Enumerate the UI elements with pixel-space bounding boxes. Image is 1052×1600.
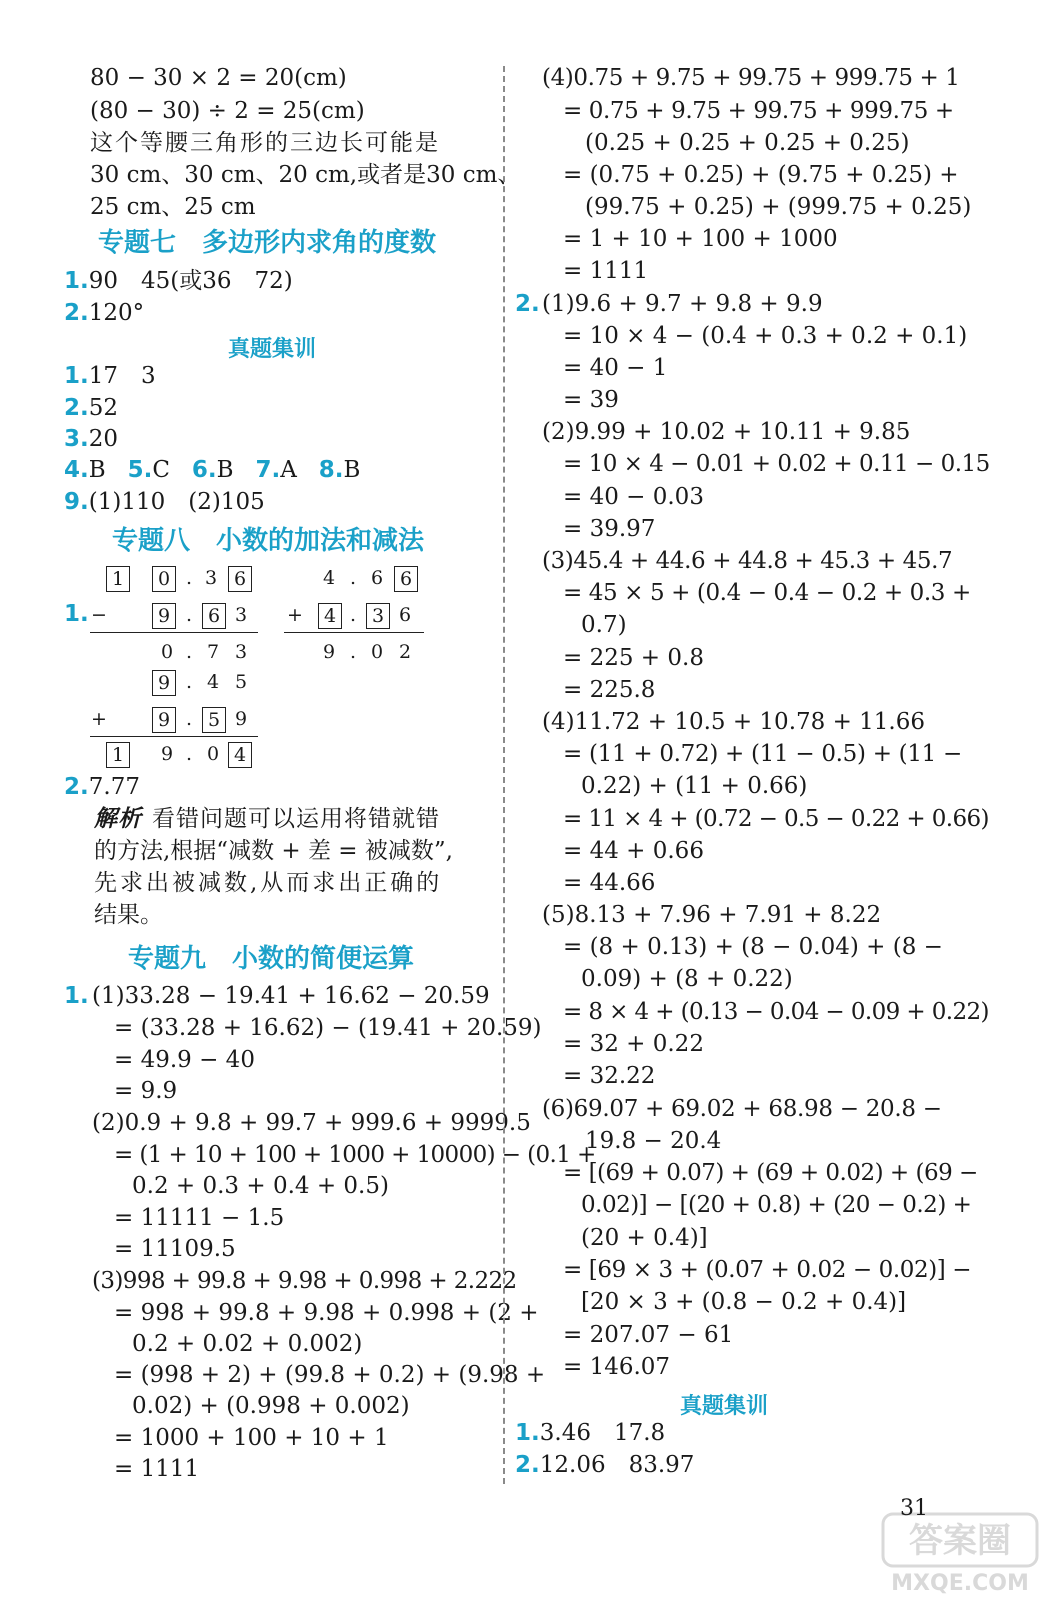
digit: .: [185, 567, 193, 589]
calc-line: = 225 + 0.8: [563, 645, 704, 671]
digit: 9: [322, 641, 336, 663]
calc-line: = (998 + 2) + (99.8 + 0.2) + (9.98 +: [114, 1362, 546, 1388]
calc-line: (4)0.75 + 9.75 + 99.75 + 999.75 + 1: [542, 65, 960, 91]
calc-line: = 40 − 1: [563, 355, 668, 381]
calc-line: (2)9.99 + 10.02 + 10.11 + 9.85: [542, 419, 911, 445]
digit: .: [349, 604, 357, 626]
digit-box: 0: [152, 566, 176, 592]
digit: 3: [234, 604, 248, 626]
calc-line: = 32 + 0.22: [563, 1031, 704, 1057]
calc-line: = (11 + 0.72) + (11 − 0.5) + (11 −: [563, 741, 962, 767]
calc-line: = [(69 + 0.07) + (69 + 0.02) + (69 −: [563, 1160, 978, 1186]
calc-line: = 44 + 0.66: [563, 838, 704, 864]
calc-line: (4)11.72 + 10.5 + 10.78 + 11.66: [542, 709, 926, 735]
analysis-line: 解析 看错问题可以运用将错就错: [94, 805, 440, 832]
answer-item: 1.3.46 17.8: [515, 1420, 666, 1446]
calc-line: 0.7): [581, 612, 627, 638]
calc-line: 0.02)] − [(20 + 0.8) + (20 − 0.2) +: [581, 1192, 972, 1218]
digit: 0: [160, 641, 174, 663]
digit: 6: [398, 604, 412, 626]
calc-line: (20 + 0.4)]: [581, 1225, 708, 1251]
digit-box: 9: [152, 603, 176, 629]
digit: 4: [206, 671, 220, 693]
practice-heading: 真题集训: [228, 337, 317, 362]
text-line: 30 cm、30 cm、20 cm,或者是30 cm、: [90, 162, 521, 188]
calc-line: 0.2 + 0.02 + 0.002): [132, 1331, 363, 1357]
digit: .: [185, 671, 193, 693]
calc-line: (99.75 + 0.25) + (999.75 + 0.25): [585, 194, 972, 220]
calc-line: = 207.07 − 61: [563, 1322, 734, 1348]
answer-item: 1.90 45(或36 72): [64, 268, 293, 294]
calc-line: 0.09) + (8 + 0.22): [581, 966, 793, 992]
calc-line: 0.2 + 0.3 + 0.4 + 0.5): [132, 1173, 389, 1199]
digit: .: [349, 641, 357, 663]
calc-line: = (33.28 + 16.62) − (19.41 + 20.59): [114, 1015, 542, 1041]
digit: 7: [206, 641, 220, 663]
calc-line: = 10 × 4 − 0.01 + 0.02 + 0.11 − 0.15: [563, 451, 990, 477]
question-number: 1.: [64, 601, 89, 627]
calc-line: = 44.66: [563, 870, 656, 896]
calc-line: = 49.9 − 40: [114, 1047, 255, 1073]
calc-line: = 998 + 99.8 + 9.98 + 0.998 + (2 +: [114, 1300, 539, 1326]
text-line: 25 cm、25 cm: [90, 194, 256, 220]
calc-line: = 11109.5: [114, 1236, 236, 1262]
calc-line: = (1 + 10 + 100 + 1000 + 10000) − (0.1 +: [114, 1142, 596, 1168]
digit: 0: [206, 743, 220, 765]
text-line: 这个等腰三角形的三边长可能是: [90, 130, 440, 156]
section-heading: 专题九 小数的简便运算: [128, 944, 415, 974]
text-line: (80 − 30) ÷ 2 = 25(cm): [90, 98, 365, 124]
digit: 9: [160, 743, 174, 765]
digit-box: 4: [318, 603, 342, 629]
digit: 4: [322, 567, 336, 589]
analysis-line: 结果。: [94, 902, 163, 928]
operator: −: [91, 604, 107, 626]
calc-line: (1)9.6 + 9.7 + 9.8 + 9.9: [542, 291, 823, 317]
calc-line: = 32.22: [563, 1063, 656, 1089]
calc-line: = (0.75 + 0.25) + (9.75 + 0.25) +: [563, 162, 959, 188]
digit-box: 3: [366, 603, 390, 629]
digit: 2: [398, 641, 412, 663]
calc-line: = 8 × 4 + (0.13 − 0.04 − 0.09 + 0.22): [563, 999, 989, 1025]
calc-line: = 40 − 0.03: [563, 484, 704, 510]
calc-line: (1)33.28 − 19.41 + 16.62 − 20.59: [92, 983, 490, 1009]
sum-line: [90, 736, 258, 737]
digit: 0: [370, 641, 384, 663]
practice-heading: 真题集训: [680, 1394, 769, 1419]
digit-box: 1: [106, 566, 130, 592]
answer-item: 2.12.06 83.97: [515, 1452, 695, 1478]
digit: 6: [370, 567, 384, 589]
operator: +: [287, 604, 303, 626]
answer-item: 2.7.77: [64, 774, 140, 800]
digit: .: [185, 641, 193, 663]
answer-item-mc: 4.B 5.C 6.B 7.A 8.B: [64, 457, 361, 483]
digit-box: 1: [106, 742, 130, 768]
calc-line: = 1111: [563, 258, 649, 284]
digit-box: 9: [152, 670, 176, 696]
digit: .: [185, 743, 193, 765]
analysis-tag: 解析: [94, 805, 142, 832]
page-number: 31: [900, 1496, 928, 1521]
calc-line: (2)0.9 + 9.8 + 99.7 + 999.6 + 9999.5: [92, 1110, 531, 1136]
calc-line: (0.25 + 0.25 + 0.25 + 0.25): [585, 130, 910, 156]
digit-box: 6: [394, 566, 418, 592]
section-heading: 专题八 小数的加法和减法: [112, 526, 425, 556]
text-line: 80 − 30 × 2 = 20(cm): [90, 65, 347, 91]
calc-line: [20 × 3 + (0.8 − 0.2 + 0.4)]: [581, 1289, 907, 1315]
digit-box: 5: [202, 707, 226, 733]
section-heading: 专题七 多边形内求角的度数: [98, 228, 437, 258]
digit: 5: [234, 671, 248, 693]
calc-line: = 10 × 4 − (0.4 + 0.3 + 0.2 + 0.1): [563, 323, 968, 349]
answer-item: 1.17 3: [64, 363, 156, 389]
digit: 3: [204, 567, 218, 589]
digit: 9: [234, 708, 248, 730]
calc-line: 0.22) + (11 + 0.66): [581, 773, 808, 799]
calc-line: = 1 + 10 + 100 + 1000: [563, 226, 838, 252]
calc-line: = (8 + 0.13) + (8 − 0.04) + (8 −: [563, 934, 943, 960]
calc-line: = [69 × 3 + (0.07 + 0.02 − 0.02)] −: [563, 1257, 972, 1283]
calc-line: = 39: [563, 387, 619, 413]
analysis-line: 的方法,根据“减数 + 差 = 被减数”,: [94, 838, 453, 864]
column-divider: [503, 66, 505, 1484]
calc-line: = 45 × 5 + (0.4 − 0.4 − 0.2 + 0.3 +: [563, 580, 971, 606]
calc-line: = 146.07: [563, 1354, 671, 1380]
digit-box: 6: [202, 603, 226, 629]
calc-line: = 0.75 + 9.75 + 99.75 + 999.75 +: [563, 98, 954, 124]
answer-item: 2.120°: [64, 300, 145, 326]
calc-line: (3)998 + 99.8 + 9.98 + 0.998 + 2.222: [92, 1268, 517, 1294]
calc-line: (6)69.07 + 69.02 + 68.98 − 20.8 −: [542, 1096, 942, 1122]
sum-line: [90, 632, 258, 633]
digit-box: 9: [152, 707, 176, 733]
question-number: 2.: [515, 291, 540, 317]
watermark-url: MXQE.COM: [891, 1571, 1029, 1596]
calc-line: (3)45.4 + 44.6 + 44.8 + 45.3 + 45.7: [542, 548, 953, 574]
calc-line: 0.02) + (0.998 + 0.002): [132, 1393, 410, 1419]
watermark-logo: [875, 1508, 1045, 1596]
question-number: 1.: [64, 983, 89, 1009]
calc-line: = 1000 + 100 + 10 + 1: [114, 1425, 389, 1451]
calc-line: = 11111 − 1.5: [114, 1205, 285, 1231]
calc-line: = 39.97: [563, 516, 656, 542]
calc-line: = 1111: [114, 1456, 200, 1482]
calc-line: = 9.9: [114, 1078, 178, 1104]
digit: .: [185, 708, 193, 730]
answer-item: 9.(1)110 (2)105: [64, 489, 265, 515]
digit-box: 4: [228, 742, 252, 768]
digit: 3: [234, 641, 248, 663]
operator: +: [91, 708, 107, 730]
calc-line: = 225.8: [563, 677, 656, 703]
digit: .: [185, 604, 193, 626]
answer-item: 3.20: [64, 426, 119, 452]
digit: .: [349, 567, 357, 589]
sum-line: [284, 632, 424, 633]
digit-box: 6: [228, 566, 252, 592]
calc-line: 19.8 − 20.4: [585, 1128, 722, 1154]
calc-line: = 11 × 4 + (0.72 − 0.5 − 0.22 + 0.66): [563, 806, 989, 832]
analysis-line: 先求出被减数,从而求出正确的: [94, 870, 443, 896]
calc-line: (5)8.13 + 7.96 + 7.91 + 8.22: [542, 902, 882, 928]
answer-item: 2.52: [64, 395, 119, 421]
watermark-text: 答案圈: [909, 1521, 1011, 1561]
